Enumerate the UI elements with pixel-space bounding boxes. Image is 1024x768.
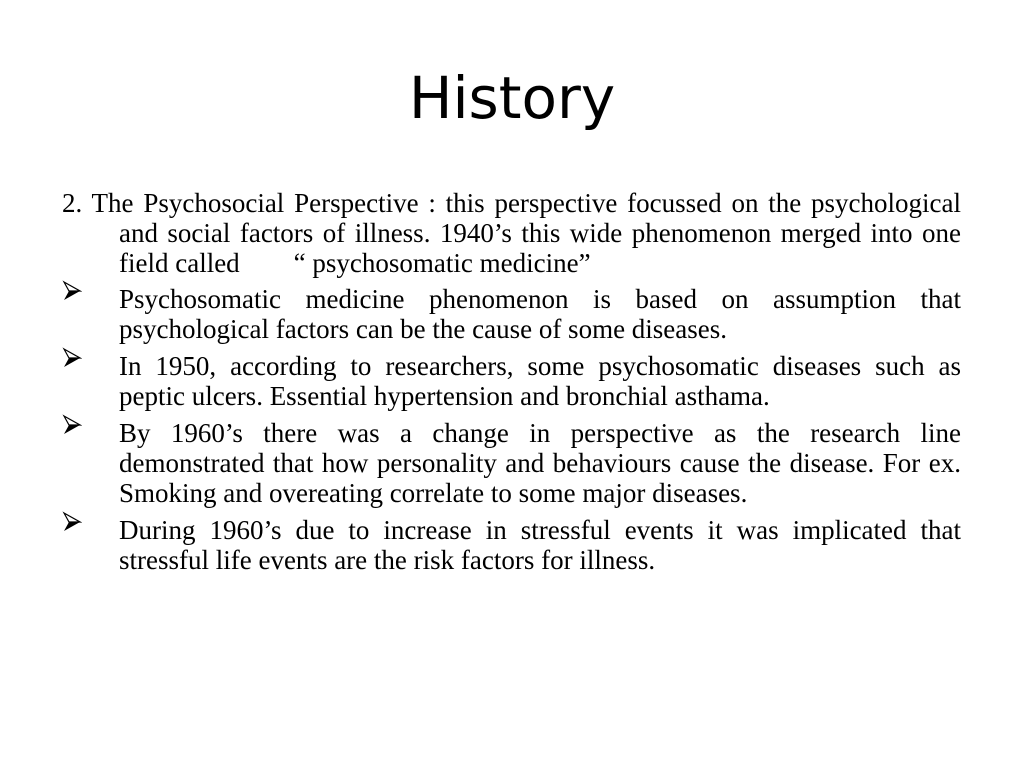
slide-title: History [408,64,616,132]
slide-body [62,188,961,582]
arrowhead-bullet-icon [62,414,82,436]
bullet-text: In 1950, according to researchers, some psychosomatic diseases such as peptic ulcers. Essential hypertension and bronchial asthama. [119,351,961,411]
bullet-item [62,284,961,344]
bullet-text: During 1960’s due to increase in stressful events it was implicated that stressful life events are the risk factors for illness. [119,515,961,575]
arrowhead-bullet-icon [62,280,82,302]
bullet-item [62,418,961,508]
bullet-item [62,351,961,411]
intro-paragraph: 2. The Psychosocial Perspective : this perspective focussed on the psychological and social factors of illness. 1940’s this wide phenomenon merged into one field called “ psychosomatic medicine” [62,188,961,278]
bullet-text: By 1960’s there was a change in perspective as the research line demonstrated that how personality and behaviours cause the disease. For ex. Smoking and overeating correlate to some major diseases. [119,418,961,508]
bullet-text: Psychosomatic medicine phenomenon is based on assumption that psychological factors can be the cause of some diseases. [119,284,961,344]
bullet-list [62,284,961,575]
bullet-item [62,515,961,575]
arrowhead-bullet-icon [62,511,82,533]
arrowhead-bullet-icon [62,347,82,369]
